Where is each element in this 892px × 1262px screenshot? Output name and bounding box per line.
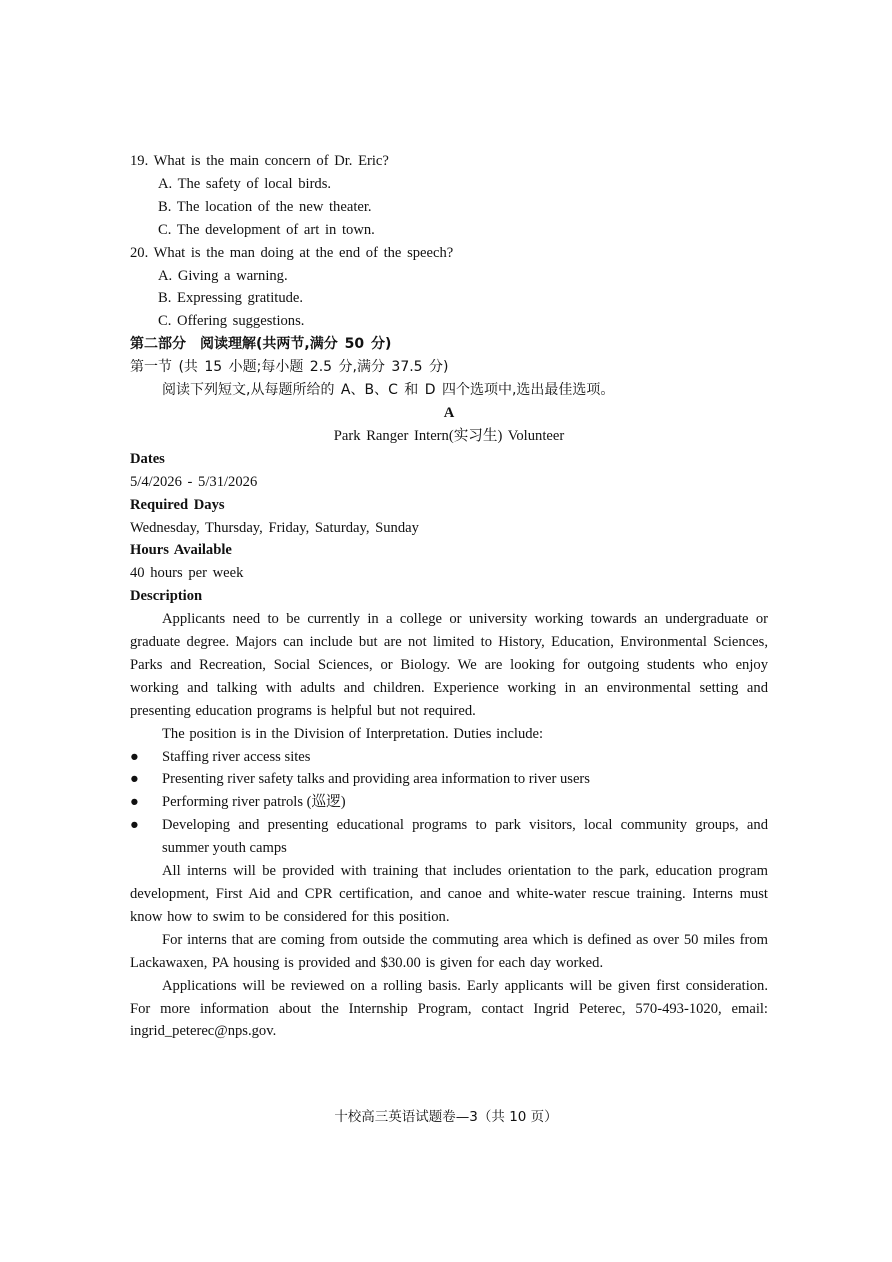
duty-bullet [130, 746, 768, 769]
page-footer: 十校高三英语试题卷—3（共 10 页） [334, 1109, 558, 1125]
question-20-option-b: B. Expressing gratitude. [158, 290, 304, 307]
paragraph-applications: Applications will be reviewed on a rolling basis. Early applicants will be given first consideration. For more information about the Internship Program, contact Ingrid Peterec, 570-493-1020, email: ingrid_peterec@nps.gov. [130, 977, 768, 1040]
question-19-stem: 19. What is the main concern of Dr. Eric? [130, 153, 389, 169]
description-label: Description [130, 588, 203, 605]
bullet-dot: ● [130, 771, 139, 788]
duty-bullet [130, 768, 768, 791]
question-20-stem: 20. What is the man doing at the end of the speech? [130, 244, 454, 261]
duty-text: Performing river patrols (巡逻) [162, 794, 346, 811]
question-19-option-b: B. The location of the new theater. [158, 198, 372, 215]
duty-text: Staffing river access sites [162, 748, 311, 765]
paragraph-housing: For interns that are coming from outside the commuting area which is defined as over 50 miles from Lackawaxen, PA housing is provided and $30.00 is given for each day worked. [130, 931, 768, 971]
bullet-dot: ● [130, 748, 139, 765]
duty-text: Developing and presenting educational programs to park visitors, local community groups, and summer youth camps [162, 817, 768, 857]
bullet-dot: ● [130, 817, 139, 834]
duty-text: Presenting river safety talks and providing area information to river users [162, 771, 590, 788]
dates-value: 5/4/2026 - 5/31/2026 [130, 473, 258, 490]
page-content [130, 150, 768, 1043]
bullet-dot: ● [130, 794, 139, 811]
required-days-value: Wednesday, Thursday, Friday, Saturday, Sunday [130, 519, 419, 536]
question-19-option-c: C. The development of art in town. [158, 221, 375, 238]
part-two-title: 第二部分 阅读理解(共两节,满分 50 分) [130, 336, 392, 353]
question-19-option-a: A. The safety of local birds. [158, 175, 332, 192]
paragraph-position: The position is in the Division of Interpretation. Duties include: [162, 725, 544, 742]
required-days-label: Required Days [130, 496, 225, 513]
dates-label: Dates [130, 450, 165, 467]
hours-label: Hours Available [130, 542, 232, 559]
hours-value: 40 hours per week [130, 565, 244, 582]
subsection-title: 第一节 (共 15 小题;每小题 2.5 分,满分 37.5 分) [130, 359, 449, 376]
duty-bullet [130, 791, 768, 814]
passage-title: Park Ranger Intern(实习生) Volunteer [333, 427, 565, 444]
question-20-option-c: C. Offering suggestions. [158, 313, 305, 330]
reading-instruction: 阅读下列短文,从每题所给的 A、B、C 和 D 四个选项中,选出最佳选项。 [162, 382, 615, 399]
duty-bullet [130, 814, 768, 860]
question-20-option-a: A. Giving a warning. [158, 267, 288, 284]
passage-letter: A [443, 404, 455, 421]
paragraph-training: All interns will be provided with training that includes orientation to the park, education program development, First Aid and CPR certification, and canoe and white-water rescue training. Interns must know how to swim to be considered for this position. [130, 863, 768, 925]
paragraph-applicants: Applicants need to be currently in a college or university working towards an undergraduate or graduate degree. Majors can include but are not limited to History, Education, Environmental Sciences, Parks and Recreation, Social Sciences, or Biology. We are looking for outgoing students who enjoy working and talking with adults and children. Experience working in an environmental setting and presenting education programs is helpful but not required. [130, 611, 768, 719]
